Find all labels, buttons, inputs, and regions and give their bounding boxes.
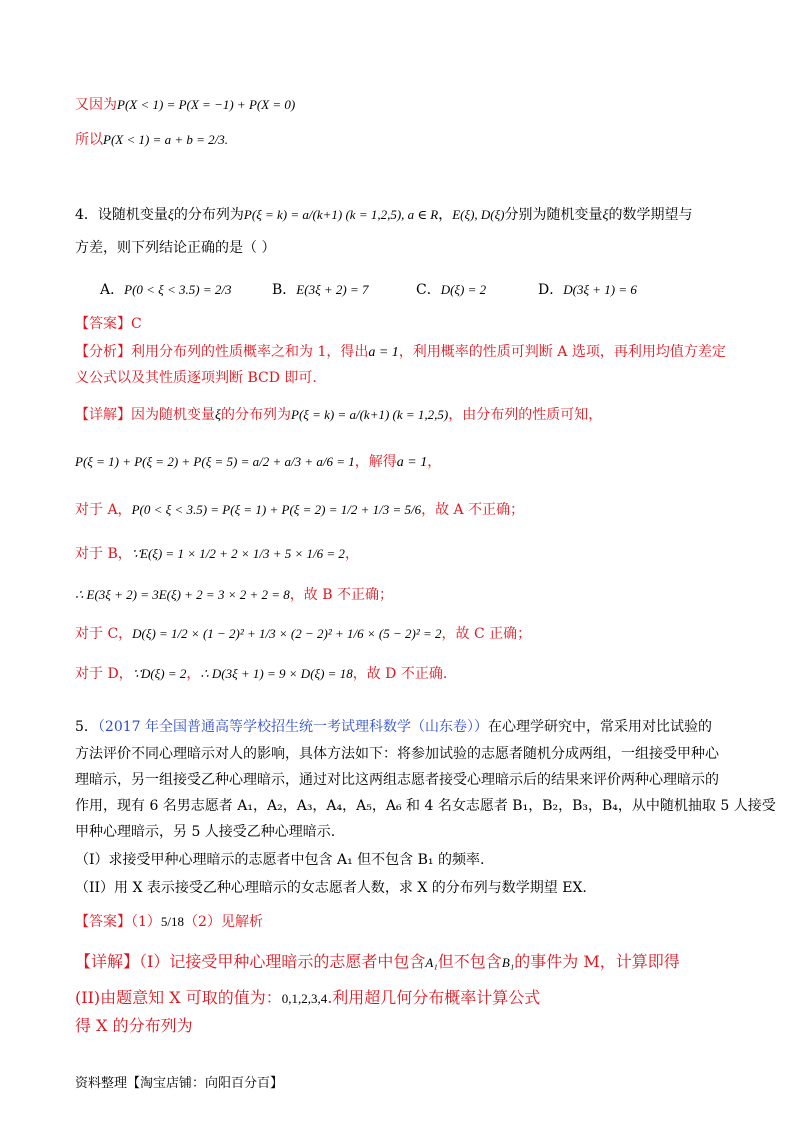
text: 【详解】（I）记接受甲种心理暗示的志愿者中包含 bbox=[75, 952, 426, 971]
detail-line bbox=[75, 405, 602, 426]
text: 所以 bbox=[75, 132, 103, 148]
text: 【分析】利用分布列的性质概率之和为 1，得出 bbox=[75, 344, 369, 360]
text: ，故 D 不正确. bbox=[352, 666, 448, 682]
option-b-analysis bbox=[75, 544, 359, 564]
question-4-line-1 bbox=[75, 205, 693, 226]
formula: ∵E(ξ) = 1 × 1/2 + 2 × 1/3 + 5 × 1/6 = 2 bbox=[131, 546, 345, 561]
formula: ∴ D(3ξ + 1) = 9 × D(ξ) = 18 bbox=[200, 666, 353, 681]
text: ，由分布列的性质可知， bbox=[448, 407, 603, 423]
text: 又因为 bbox=[75, 97, 117, 113]
question-5-line-5: 甲种心理暗示，另 5 人接受乙种心理暗示. bbox=[75, 824, 336, 840]
formula: P(0 < ξ < 3.5) = 2/3 bbox=[124, 282, 232, 297]
text: 但不包含 bbox=[437, 952, 502, 971]
text: ，解得 bbox=[354, 454, 397, 470]
formula: ∵D(ξ) = 2 bbox=[132, 666, 187, 681]
question-5-line-1 bbox=[75, 717, 712, 737]
option-label: A． bbox=[100, 282, 125, 298]
option-label: C． bbox=[416, 282, 441, 298]
question-5-line-3: 理暗示，另一组接受乙种心理暗示，通过对比这两组志愿者接受心理暗示后的结果来评价两种心理暗示的 bbox=[75, 772, 719, 788]
formula: D(ξ) = 1/2 × (1 − 2)² + 1/3 × (2 − 2)² + 1/6 × (5 − 2)² = 2 bbox=[132, 626, 442, 641]
text: .利用超几何分布概率计算公式 bbox=[327, 988, 541, 1007]
formula: a = 1 bbox=[368, 345, 399, 360]
option-a bbox=[100, 280, 231, 300]
text: 的数学期望与 bbox=[608, 207, 693, 223]
formula: D(3ξ + 1) = 6 bbox=[563, 282, 637, 297]
formula: ∴ E(3ξ + 2) = 3E(ξ) + 2 = 3 × 2 + 2 = 8 bbox=[75, 587, 290, 602]
formula: P(0 < ξ < 3.5) = P(ξ = 1) + P(ξ = 2) = 1/2 + 1/3 = 5/6 bbox=[131, 502, 422, 517]
text-line bbox=[75, 95, 295, 115]
question-5-line-4: 作用，现有 6 名男志愿者 A₁，A₂，A₃，A₄，A₅，A₆ 和 4 名女志愿者 B₁，B₂，B₃，B₄，从中随机抽取 5 人接受 bbox=[75, 798, 776, 814]
formula: a = 1 bbox=[396, 455, 428, 470]
option-label: D． bbox=[538, 282, 564, 298]
text: 【答案】（1） bbox=[75, 914, 161, 930]
formula: E(ξ), D(ξ) bbox=[452, 207, 505, 222]
option-b bbox=[272, 280, 369, 300]
detail-5-line-3: 得 X 的分布列为 bbox=[75, 1016, 193, 1035]
equation-line bbox=[75, 452, 441, 473]
text: 对于 C， bbox=[75, 626, 133, 642]
text: ， bbox=[427, 454, 442, 470]
answer-label: 【答案】C bbox=[75, 316, 142, 332]
footer-note: 资料整理【淘宝店铺：向阳百分百】 bbox=[75, 1076, 284, 1091]
option-c bbox=[416, 280, 486, 300]
option-b-analysis-2 bbox=[75, 585, 393, 605]
formula: D(ξ) = 2 bbox=[440, 282, 487, 297]
formula: ξ bbox=[602, 208, 609, 223]
text: （2）见解析 bbox=[184, 914, 263, 930]
text: ， bbox=[186, 666, 201, 682]
text: 的分布列为 bbox=[173, 207, 244, 223]
formula: ξ bbox=[215, 408, 221, 423]
text: 的事件为 M，计算即得 bbox=[514, 952, 680, 971]
option-a-analysis bbox=[75, 500, 524, 520]
formula: P(X < 1) = P(X = −1) + P(X = 0) bbox=[117, 97, 296, 112]
analysis-line-2: 义公式以及其性质逐项判断 BCD 即可. bbox=[75, 370, 317, 386]
option-c-analysis bbox=[75, 624, 531, 644]
text: ，利用概率的性质可判断 A 选项，再利用均值方差定 bbox=[398, 344, 726, 360]
option-label: B． bbox=[272, 282, 297, 298]
answer-5 bbox=[75, 912, 263, 932]
formula: E(3ξ + 2) = 7 bbox=[296, 282, 369, 297]
formula: P(ξ = k) = a/(k+1) (k = 1,2,5), a ∈ R bbox=[243, 207, 439, 222]
source-note: （2017 年全国普通高等学校招生统一考试理科数学（山东卷）） bbox=[97, 719, 488, 735]
text: 在心理学研究中，常采用对比试验的 bbox=[488, 719, 712, 735]
text-line bbox=[75, 130, 228, 150]
question-5-part-ii: （II）用 X 表示接受乙种心理暗示的女志愿者人数，求 X 的分布列与数学期望 EX. bbox=[75, 880, 587, 896]
text: ，故 C 正确； bbox=[441, 626, 532, 642]
question-5-line-2: 方法评价不同心理暗示对人的影响，具体方法如下：将参加试验的志愿者随机分成两组，一组接受甲种心 bbox=[75, 746, 719, 762]
option-d bbox=[538, 280, 637, 300]
analysis-line-1 bbox=[75, 342, 726, 363]
text: 对于 B， bbox=[75, 546, 132, 562]
formula: P(ξ = 1) + P(ξ = 2) + P(ξ = 5) = a/2 + a/3 + a/6 = 1 bbox=[75, 454, 355, 469]
question-number: 5． bbox=[75, 719, 98, 735]
text: ， bbox=[344, 546, 359, 562]
detail-5-line-1 bbox=[75, 952, 680, 973]
formula: P(ξ = k) = a/(k+1) (k = 1,2,5) bbox=[291, 407, 449, 422]
text: 的分布列为 bbox=[221, 407, 291, 423]
text: 对于 D， bbox=[75, 666, 133, 682]
question-number: 4．设随机变量 bbox=[75, 207, 168, 223]
text: 对于 A， bbox=[75, 502, 132, 518]
question-5-part-i: （I）求接受甲种心理暗示的志愿者中包含 A₁ 但不包含 B₁ 的频率. bbox=[75, 852, 485, 868]
option-d-analysis bbox=[75, 664, 447, 684]
text: (II)由题意知 X 可取的值为： bbox=[75, 988, 282, 1007]
text: ， bbox=[438, 207, 453, 223]
text: ，故 A 不正确； bbox=[421, 502, 525, 518]
text: ，故 B 不正确； bbox=[289, 587, 393, 603]
formula: 0,1,2,3,4 bbox=[281, 991, 328, 1006]
formula: P(X < 1) = a + b = 2/3. bbox=[103, 132, 228, 147]
formula: A₁ bbox=[425, 955, 438, 970]
question-4-line-2: 方差，则下列结论正确的是（ ） bbox=[75, 240, 276, 256]
text: 分别为随机变量 bbox=[504, 207, 603, 223]
formula: ξ bbox=[167, 208, 174, 223]
detail-5-line-2 bbox=[75, 988, 540, 1009]
formula: B₁ bbox=[501, 955, 515, 970]
formula: 5/18 bbox=[160, 914, 185, 929]
text: 【详解】因为随机变量 bbox=[75, 407, 215, 423]
